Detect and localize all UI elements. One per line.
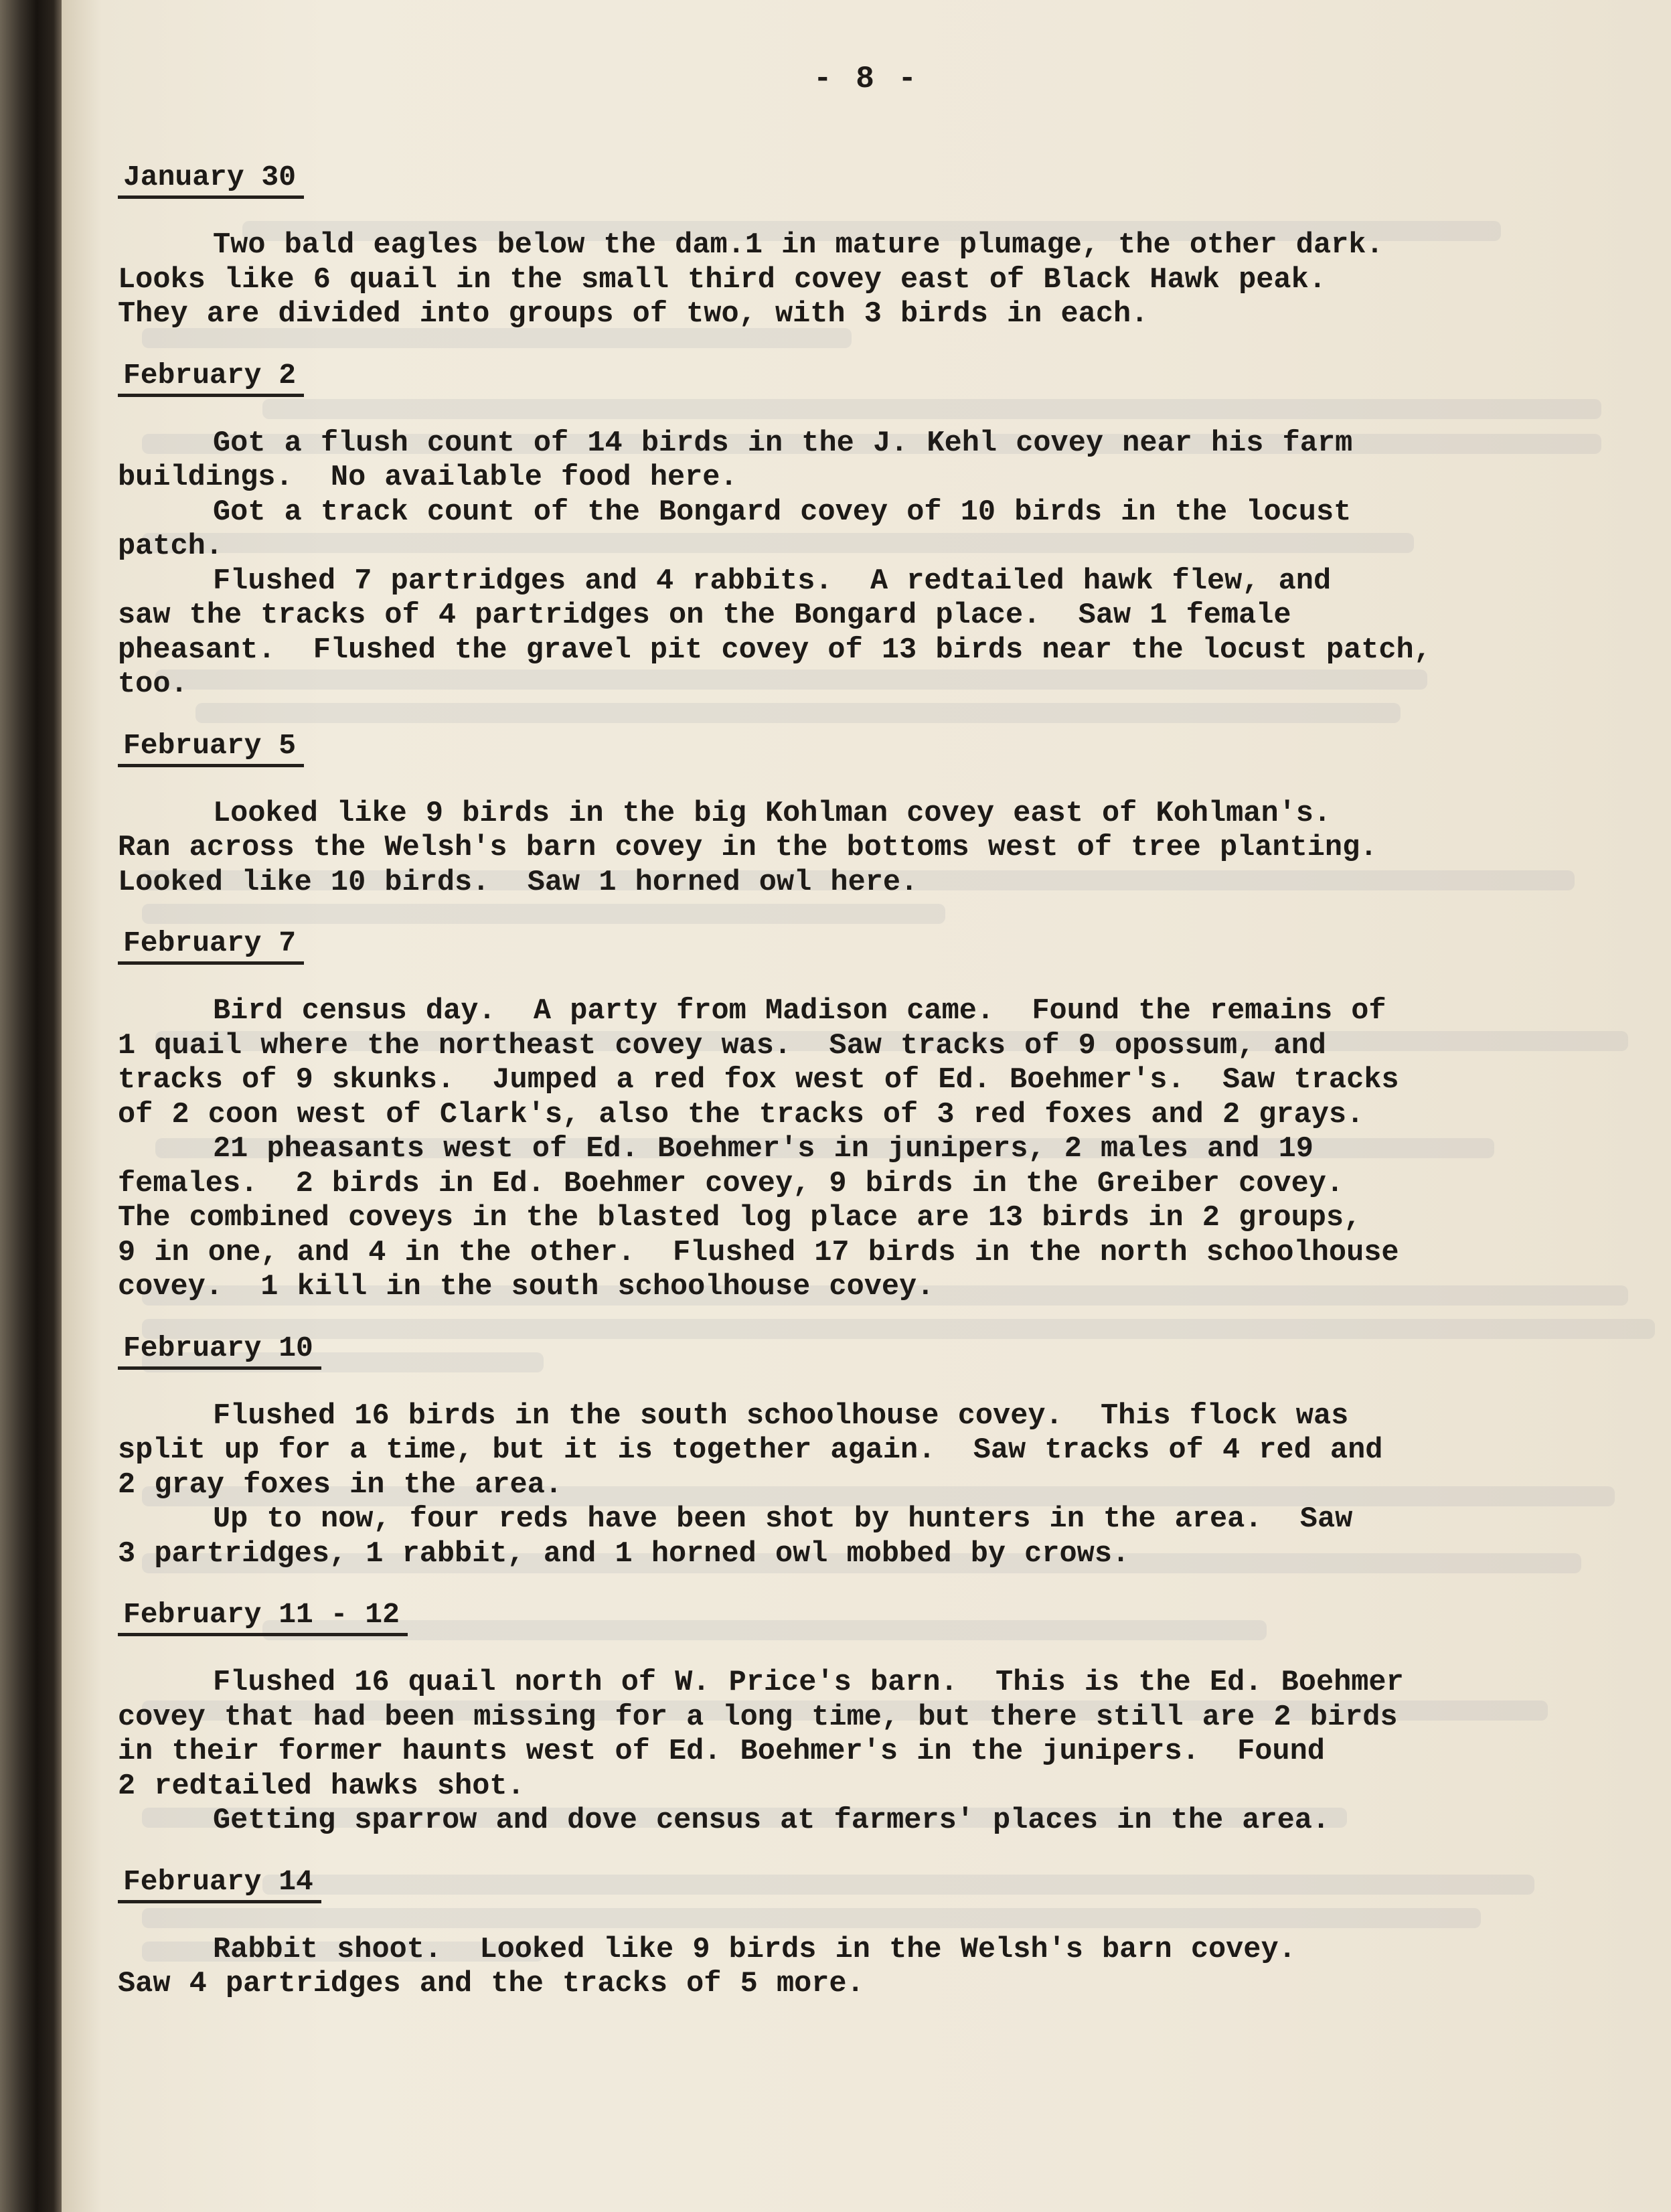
- entry-date: February 14: [118, 1865, 321, 1903]
- entry-paragraph: 21 pheasants west of Ed. Boehmer's in junipers, 2 males and 19 females. 2 birds in Ed. Boehmer covey, 9 birds in the Greiber covey. The combined coveys in the blasted log place are 13 birds in 2 groups, 9 in one, and 4 in the other. Flushed 17 birds in the north schoolhouse covey. 1 kill in the south schoolhouse covey.: [118, 1133, 1399, 1304]
- journal-entries: [118, 161, 1631, 2002]
- entry-paragraph: Rabbit shoot. Looked like 9 birds in the Welsh's barn covey. Saw 4 partridges and the tracks of 5 more.: [118, 1933, 1296, 2000]
- entry-date: January 30: [118, 161, 304, 199]
- entry-paragraph: Looked like 9 birds in the big Kohlman covey east of Kohlman's. Ran across the Welsh's barn covey in the bottoms west of tree planting. Looked like 10 birds. Saw 1 horned owl here.: [118, 797, 1378, 899]
- entry-paragraph: Getting sparrow and dove census at farmers' places in the area.: [213, 1804, 1330, 1837]
- entry-date: February 7: [118, 927, 304, 965]
- entry-february-10: [118, 1305, 1631, 1572]
- entry-february-14: [118, 1838, 1631, 2002]
- entry-date: February 5: [118, 729, 304, 767]
- book-binding: [0, 0, 62, 2212]
- entry-date: February 10: [118, 1332, 321, 1370]
- entry-february-2: [118, 332, 1631, 702]
- entry-paragraph: Got a track count of the Bongard covey of 10 birds in the locust patch.: [118, 495, 1352, 563]
- entry-date: February 2: [118, 359, 304, 397]
- entry-paragraph: Flushed 7 partridges and 4 rabbits. A redtailed hawk flew, and saw the tracks of 4 partridges on the Bongard place. Saw 1 female pheasant. Flushed the gravel pit covey of 13 birds near the locust patch, too.: [118, 564, 1431, 701]
- entry-february-7: [118, 900, 1631, 1305]
- entry-january-30: [118, 161, 1631, 332]
- entry-paragraph: Flushed 16 quail north of W. Price's barn. This is the Ed. Boehmer covey that had been missing for a long time, but there still are 2 birds in their former haunts west of Ed. Boehmer's in the junipers. Found 2 redtailed hawks shot.: [118, 1666, 1404, 1803]
- entry-february-11-12: [118, 1571, 1631, 1838]
- page-number: - 8 -: [813, 62, 920, 96]
- entry-paragraph: Got a flush count of 14 birds in the J. Kehl covey near his farm buildings. No available food here.: [118, 426, 1353, 494]
- entry-paragraph: Up to now, four reds have been shot by hunters in the area. Saw 3 partridges, 1 rabbit, and 1 horned owl mobbed by crows.: [118, 1503, 1353, 1571]
- entry-paragraph: Flushed 16 birds in the south schoolhouse covey. This flock was split up for a time, but it is together again. Saw tracks of 4 red and 2 gray foxes in the area.: [118, 1399, 1383, 1502]
- entry-paragraph: Bird census day. A party from Madison came. Found the remains of 1 quail where the northeast covey was. Saw tracks of 9 opossum, and tracks of 9 skunks. Jumped a red fox west of Ed. Boehmer's. Saw tracks of 2 coon west of Clark's, also the tracks of 3 red foxes and 2 grays.: [118, 995, 1399, 1131]
- entry-paragraph: Two bald eagles below the dam.1 in mature plumage, the other dark. Looks like 6 quail in the small third covey east of Black Hawk peak. They are divided into groups of two, with 3 birds in each.: [118, 229, 1384, 331]
- entry-date: February 11 - 12: [118, 1598, 408, 1636]
- document-page: [62, 0, 1671, 2212]
- entry-february-5: [118, 702, 1631, 900]
